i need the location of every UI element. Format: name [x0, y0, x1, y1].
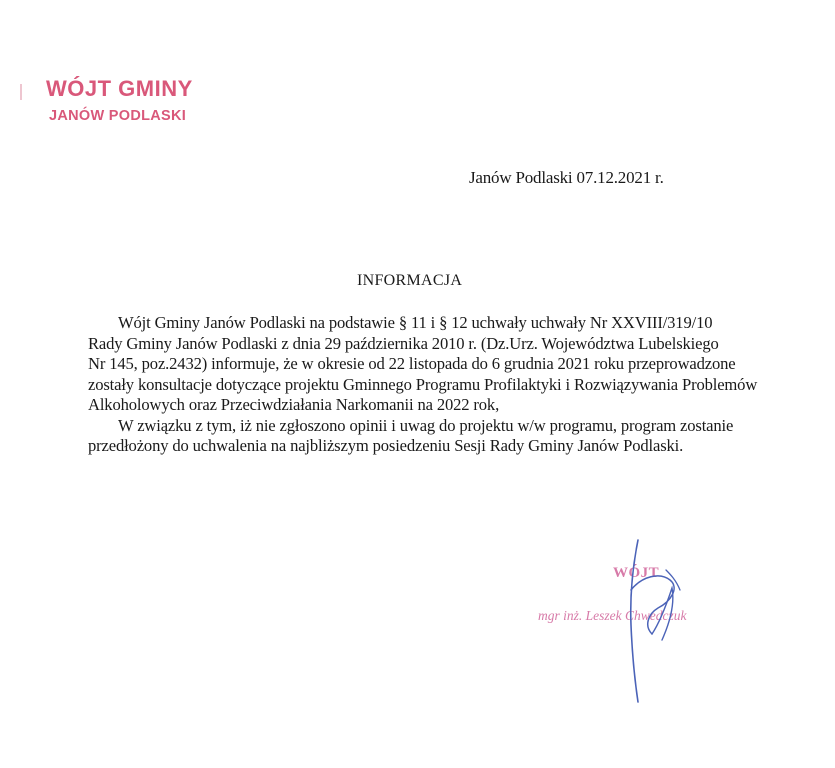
signature-stamp-title: WÓJT — [613, 565, 660, 581]
body-line: Rady Gminy Janów Podlaski z dnia 29 października 2010 r. (Dz.Urz. Województwa Lubelskiego — [88, 333, 719, 353]
stamp-line-1: WÓJT GMINY — [46, 76, 193, 101]
date-line: Janów Podlaski 07.12.2021 r. — [469, 168, 664, 187]
handwritten-signature — [520, 530, 780, 710]
office-stamp — [46, 78, 193, 124]
body-line: przedłożony do uchwalenia na najbliższym posiedzeniu Sesji Rady Gminy Janów Podlaski. — [88, 436, 684, 455]
scan-margin-mark — [20, 84, 28, 100]
body-line: Wójt Gminy Janów Podlaski na podstawie § 11 i § 12 uchwały uchwały Nr XXVIII/319/10 — [118, 313, 713, 332]
stamp-line-2: JANÓW PODLASKI — [49, 108, 187, 124]
document-body — [88, 313, 808, 457]
body-line: zostały konsultacje dotyczące projektu Gminnego Programu Profilaktyki i Rozwiązywania Problemów — [88, 374, 758, 394]
document-title: INFORMACJA — [357, 272, 463, 289]
body-line: W związku z tym, iż nie zgłoszono opinii i uwag do projektu w/w programu, program zostanie — [118, 415, 734, 435]
body-line: Alkoholowych oraz Przeciwdziałania Narkomanii na 2022 rok, — [88, 395, 500, 414]
body-line: Nr 145, poz.2432) informuje, że w okresie od 22 listopada do 6 grudnia 2021 roku przeprowadzone — [88, 354, 736, 373]
signature-stamp-name: mgr inż. Leszek Chwedczuk — [538, 608, 687, 623]
signature-block — [520, 530, 780, 710]
